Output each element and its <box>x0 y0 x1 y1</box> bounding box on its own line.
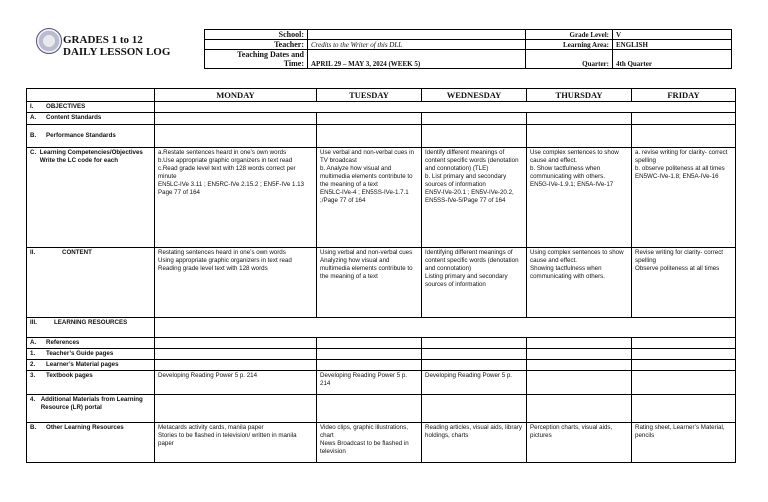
day-header-friday: FRIDAY <box>632 89 736 102</box>
cell <box>527 395 632 423</box>
row-label: CONTENT <box>62 249 92 256</box>
row-num: B. <box>30 424 37 431</box>
cell <box>527 125 632 148</box>
row-label: Performance Standards <box>46 132 116 139</box>
day-header-wednesday: WEDNESDAY <box>422 89 527 102</box>
row-num: B. <box>30 132 37 139</box>
cell <box>632 395 736 423</box>
row-label: References <box>46 339 80 346</box>
other-resources-monday <box>155 423 317 463</box>
competencies-wednesday <box>422 148 527 248</box>
day-header-monday: MONDAY <box>155 89 317 102</box>
cell-line: Reading grade level text with 128 words <box>158 265 268 272</box>
cell <box>317 349 422 360</box>
cell-line: EN5WC-IVe-1.8; EN5A-IVe-16 <box>635 173 719 180</box>
cell-line: EN5LC-IVe-4 ; EN5SS-IVe-1.7.1 ;/Page 77 of 164 <box>320 189 409 204</box>
row-num: 2. <box>30 361 36 368</box>
cell <box>155 395 317 423</box>
lesson-table <box>26 88 736 463</box>
cell <box>632 338 736 349</box>
textbook-monday: Developing Reading Power 5 p. 214 <box>155 371 317 395</box>
cell <box>632 113 736 125</box>
cell-line: EN5LC-IVe 3.11 ; EN5RC-IVe 2.15.2 ; EN5F-IVe 1.13 <box>158 181 305 188</box>
cell <box>317 360 422 371</box>
other-resources-tuesday <box>317 423 422 463</box>
cell-line: Perception charts, visual aids, pictures <box>530 424 613 439</box>
textbook-wednesday: Developing Reading Power 5 p. <box>422 371 527 395</box>
content-wednesday <box>422 248 527 318</box>
cell <box>527 113 632 125</box>
row-label: OBJECTIVES <box>46 103 86 110</box>
competencies-friday <box>632 148 736 248</box>
cell-line: a.Restate sentences heard in one’s own words <box>158 149 287 156</box>
grade-value: V <box>613 30 732 40</box>
cell <box>317 125 422 148</box>
row-num: III. <box>30 319 37 326</box>
row-num: II. <box>30 249 36 256</box>
cell-line: Video clips, graphic illustrations, chart <box>320 424 408 439</box>
row-num: 4. <box>30 396 36 403</box>
textbook-tuesday: Developing Reading Power 5 p. 214 <box>317 371 422 395</box>
school-label: School: <box>205 30 308 40</box>
cell-line: Observe politeness at all times <box>635 265 720 272</box>
cell-line: b.Use appropriate graphic organizers in text read <box>158 157 293 164</box>
references-label <box>27 338 155 349</box>
grade-label: Grade Level: <box>526 30 613 40</box>
cell-line: EN5G-IVe-1.9.1; EN5A-IVe-17 <box>530 181 614 188</box>
cell <box>317 113 422 125</box>
other-resources-wednesday <box>422 423 527 463</box>
cell <box>422 113 527 125</box>
row-label: Learner’s Material pages <box>46 361 119 368</box>
other-resources-friday <box>632 423 736 463</box>
dates-label <box>205 50 308 69</box>
cell-line: Reading articles, visual aids, library holdings, charts <box>425 424 522 439</box>
row-num: A. <box>30 339 37 346</box>
cell <box>155 349 317 360</box>
cell <box>422 125 527 148</box>
dates-value: APRIL 29 – MAY 3, 2024 (WEEK 5) <box>308 50 526 69</box>
cell <box>317 338 422 349</box>
content-thursday <box>527 248 632 318</box>
teacher-label: Teacher: <box>205 40 308 50</box>
cell <box>422 360 527 371</box>
cell <box>632 125 736 148</box>
row-num: A. <box>30 114 37 121</box>
content-tuesday <box>317 248 422 318</box>
cell-line: Revise writing for clarity- correct spelling <box>635 249 724 264</box>
cell-line: b. List primary and secondary sources of information <box>425 173 507 188</box>
cell-line: Identifying different meanings of content specific words (denotation and connotation) <box>425 249 519 272</box>
cell-line: b. Analyze how visual and multimedia elements contribute to the meaning of a text <box>320 165 413 188</box>
cell <box>527 360 632 371</box>
cell-line: Metacards activity cards, manila paper <box>158 424 264 431</box>
row-label: Textbook pages <box>46 372 93 379</box>
cell <box>422 395 527 423</box>
content-friday <box>632 248 736 318</box>
performance-standards-label <box>27 125 155 148</box>
learning-resources-cell <box>155 318 736 338</box>
area-value: ENGLISH <box>613 40 732 50</box>
learning-resources-label <box>27 318 155 338</box>
cell-line: Identify different meanings of content specific words (denotation and connotation) (TLE) <box>425 149 519 172</box>
cell <box>527 349 632 360</box>
other-resources-thursday <box>527 423 632 463</box>
cell <box>317 395 422 423</box>
cell-line: Use verbal and non-verbal cues in TV broadcast <box>320 149 414 164</box>
cell-line: Restating sentences heard in one’s own words <box>158 249 286 256</box>
cell-line: Use complex sentences to show cause and effect. <box>530 149 619 164</box>
cell-line: Analyzing how visual and multimedia elements contribute to the meaning of a text <box>320 257 413 280</box>
teacher-value: Credits to the Writer of this DLL <box>308 40 526 50</box>
cell-line: News Broadcast to be flashed in television <box>320 440 409 455</box>
quarter-label: Quarter: <box>526 50 613 69</box>
cell-line: Stories to be flashed in television/ written in manila paper <box>158 432 297 447</box>
competencies-tuesday <box>317 148 422 248</box>
content-monday <box>155 248 317 318</box>
cell-line: EN5V-IVe-20.1 ; EN5V-IVe-20.2, EN5SS-IVe-5/Page 77 of 164 <box>425 189 514 204</box>
cell-line: Showing tactfulness when communicating with others. <box>530 265 605 280</box>
cell-line: a. revise writing for clarity- correct spelling <box>635 149 728 164</box>
textbook-thursday <box>527 371 632 395</box>
deped-seal-icon <box>36 28 62 54</box>
header-table <box>204 29 732 69</box>
competencies-thursday <box>527 148 632 248</box>
additional-materials-label <box>27 395 155 423</box>
row-num: 1. <box>30 350 36 357</box>
textbook-friday <box>632 371 736 395</box>
cell <box>155 360 317 371</box>
textbook-label <box>27 371 155 395</box>
row-label: Content Standards <box>46 114 102 121</box>
row-num: C. <box>30 149 37 156</box>
content-label <box>27 248 155 318</box>
cell-line: Listing primary and secondary sources of information <box>425 273 508 288</box>
cell <box>155 125 317 148</box>
competencies-monday <box>155 148 317 248</box>
content-standards-label <box>27 113 155 125</box>
cell <box>422 349 527 360</box>
cell-line: Rating sheet, Learner’s Material, pencils <box>635 424 725 439</box>
quarter-value: 4th Quarter <box>613 50 732 69</box>
objectives-cell <box>155 102 736 113</box>
learners-material-label <box>27 360 155 371</box>
cell <box>155 338 317 349</box>
cell <box>632 349 736 360</box>
objectives-label <box>27 102 155 113</box>
cell-line: Page 77 of 164 <box>158 189 200 196</box>
cell <box>155 113 317 125</box>
cell-line: b. Show tactfulness when communicating with others. <box>530 165 605 180</box>
cell-line: b. observe politeness at all times <box>635 165 725 172</box>
school-value <box>308 30 526 40</box>
day-header-thursday: THURSDAY <box>527 89 632 102</box>
row-label: Additional Materials from Learning Resource (LR) portal <box>40 396 143 411</box>
title-line-1: GRADES 1 to 12 <box>63 34 143 46</box>
cell-line: Using complex sentences to show cause and effect. <box>530 249 624 264</box>
cell <box>422 338 527 349</box>
log-title <box>63 34 170 58</box>
dates-label-line1: Teaching Dates and <box>237 50 304 59</box>
day-header-tuesday: TUESDAY <box>317 89 422 102</box>
cell-line: Using appropriate graphic organizers in text read <box>158 257 292 264</box>
row-num: 3. <box>30 372 36 379</box>
cell <box>527 338 632 349</box>
area-label: Learning Area: <box>526 40 613 50</box>
row-label: Teacher’s Guide pages <box>46 350 114 357</box>
title-line-2: DAILY LESSON LOG <box>63 46 171 58</box>
row-label: LEARNING RESOURCES <box>54 319 128 326</box>
row-num: I. <box>30 103 34 110</box>
corner-cell <box>27 89 155 102</box>
cell-line: Using verbal and non-verbal cues <box>320 249 413 256</box>
row-label: Learning Competencies/Objectives Write the LC code for each <box>39 149 143 164</box>
cell <box>632 360 736 371</box>
other-resources-label <box>27 423 155 463</box>
teachers-guide-label <box>27 349 155 360</box>
row-label: Other Learning Resources <box>46 424 124 431</box>
dates-label-line2: Time: <box>283 59 304 68</box>
competencies-label <box>27 148 155 248</box>
cell-line: c.Read grade level text with 128 words correct per minute <box>158 165 296 180</box>
